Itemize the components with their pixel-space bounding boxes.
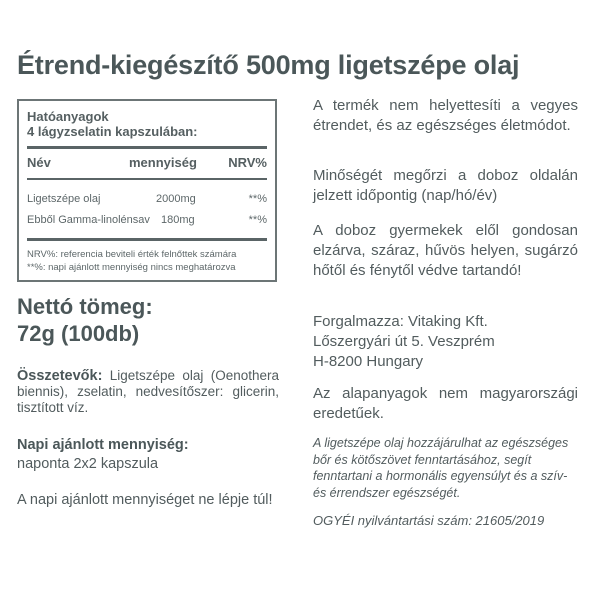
distributor (313, 312, 578, 372)
net-weight (17, 293, 153, 347)
composition-text: Ligetszépe olaj (Oenothera biennis), zselatin, nedvesítőszer: glicerin, tisztított víz. (17, 368, 279, 415)
column-header-nrv: NRV% (228, 155, 267, 170)
column-header-name: Név (27, 155, 51, 170)
best-before-text: Minőségét megőrzi a doboz oldalán jelzett időpontig (nap/hó/év) (313, 167, 578, 204)
distributor-line2: Lőszergyári út 5. Veszprém (313, 333, 495, 350)
registration-number: OGYÉI nyilvántartási szám: 21605/2019 (313, 513, 545, 528)
distributor-line1: Forgalmazza: Vitaking Kft. (313, 313, 488, 330)
net-weight-label: Nettó tömeg: (17, 294, 153, 319)
active-ingredients-box (17, 99, 277, 282)
row-2-nrv: **% (248, 214, 267, 226)
daily-dose-label: Napi ajánlott mennyiség: (17, 437, 189, 453)
dose-warning: A napi ajánlott mennyiséget ne lépje túl! (17, 492, 273, 508)
footnote-nrv: NRV%: referencia beviteli érték felnőttek számára (27, 249, 237, 260)
daily-dose (17, 436, 279, 474)
row-2-name: Ebből Gamma-linolénsav (27, 214, 150, 226)
daily-dose-value: naponta 2x2 kapszula (17, 456, 159, 472)
distributor-line3: H-8200 Hungary (313, 353, 424, 370)
box-heading-line2: 4 lágyzselatin kapszulában: (27, 124, 198, 139)
box-heading (27, 109, 198, 139)
composition-label: Összetevők: (17, 368, 103, 384)
row-2-amount: 180mg (161, 214, 195, 226)
composition (17, 368, 279, 416)
column-header-amount: mennyiség (129, 155, 197, 170)
divider (27, 178, 267, 180)
origin-text: Az alapanyagok nem magyarországi eredetűek. (313, 385, 578, 422)
storage-text: A doboz gyermekek elől gondosan elzárva, száraz, hűvös helyen, sugárzó hőtől és fénytől védve tartandó! (313, 222, 578, 279)
health-claim: A ligetszépe olaj hozzájárulhat az egészséges bőr és kötőszövet fenntartásához, segít fenntartani a hormonális egyensúlyt és a szív-és érrendszer egészségét. (313, 436, 569, 500)
divider (27, 146, 267, 149)
box-heading-line1: Hatóanyagok (27, 109, 109, 124)
row-1-name: Ligetszépe olaj (27, 193, 101, 205)
disclaimer-text: A termék nem helyettesíti a vegyes étrendet, és az egészséges életmódot. (313, 97, 578, 134)
divider (27, 238, 267, 241)
footnote-stars: **%: napi ajánlott mennyiség nincs meghatározva (27, 262, 236, 273)
net-weight-value: 72g (100db) (17, 321, 140, 346)
row-1-amount: 2000mg (156, 193, 196, 205)
product-title: Étrend-kiegészítő 500mg ligetszépe olaj (17, 50, 520, 80)
row-1-nrv: **% (248, 193, 267, 205)
